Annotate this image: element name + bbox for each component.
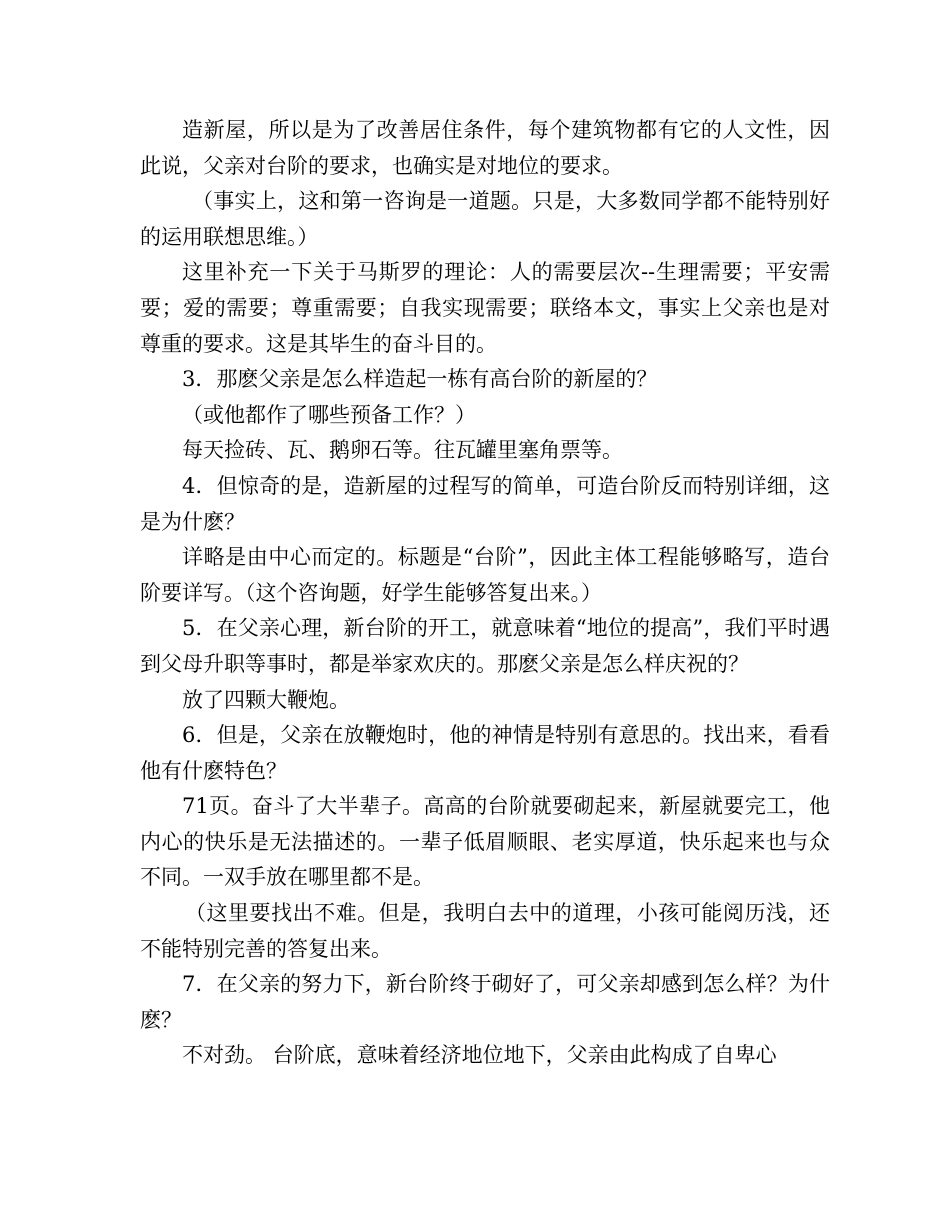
answer-6: 71页。奋斗了大半辈子。高高的台阶就要砌起来，新屋就要完工，他内心的快乐是无法描述的。一辈子低眉顺眼、老实厚道，快乐起来也与众不同。一双手放在哪里都不是。 xyxy=(140,794,830,890)
question-5: 5．在父亲心理，新台阶的开工，就意味着“地位的提高”，我们平时遇到父母升职等事时，都是举家欢庆的。那麽父亲是怎么样庆祝的？ xyxy=(140,616,830,676)
document-body xyxy=(140,113,830,1074)
question-4: 4．但惊奇的是，造新屋的过程写的简单，可造台阶反而特别详细，这是为什麽？ xyxy=(140,473,830,534)
note-6: （这里要找出不难。但是，我明白去中的道理，小孩可能阅历浅，还不能特别完善的答复出来。 xyxy=(140,901,830,961)
question-7: 7．在父亲的努力下，新台阶终于砌好了，可父亲却感到怎么样？为什麽？ xyxy=(140,972,830,1032)
question-6: 6．但是，父亲在放鞭炮时，他的神情是特别有意思的。找出来，看看他有什麽特色？ xyxy=(140,723,830,783)
paragraph-5: （或他都作了哪些预备工作？） xyxy=(182,402,476,427)
answer-4: 详略是由中心而定的。标题是“台阶”，因此主体工程能够略写，造台阶要详写。（这个咨询题，好学生能够答复出来。） xyxy=(140,545,830,605)
paragraph-3: 这里补充一下关于马斯罗的理论：人的需要层次--生理需要；平安需要；爱的需要；尊重需要；自我实现需要；联络本文，事实上父亲也是对尊重的要求。这是其毕生的奋斗目的。 xyxy=(140,260,830,356)
paragraph-1: 造新屋，所以是为了改善居住条件，每个建筑物都有它的人文性，因此说，父亲对台阶的要求，也确实是对地位的要求。 xyxy=(140,118,830,178)
answer-5: 放了四颗大鞭炮。 xyxy=(182,687,350,712)
answer-7: 不对劲。 台阶底，意味着经济地位地下，父亲由此构成了自卑心 xyxy=(182,1043,777,1068)
question-3: 3．那麽父亲是怎么样造起一栋有高台阶的新屋的？ xyxy=(182,367,658,392)
answer-3: 每天捡砖、瓦、鹅卵石等。往瓦罐里塞角票等。 xyxy=(182,438,623,463)
paragraph-2: （事实上，这和第一咨询是一道题。只是，大多数同学都不能特别好的运用联想思维。） xyxy=(140,189,830,249)
